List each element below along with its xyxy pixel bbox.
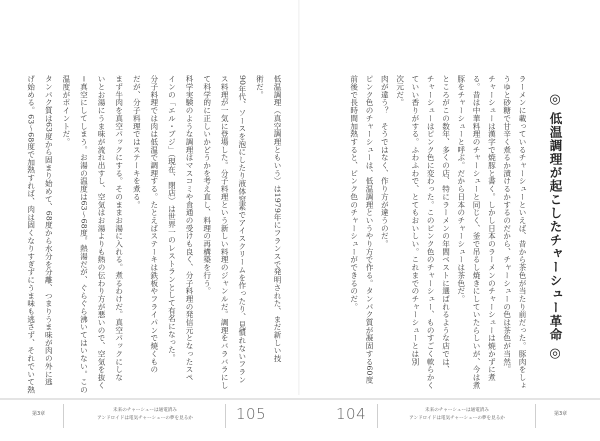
- section-heading: [546, 88, 564, 366]
- page-number: 104: [336, 405, 367, 423]
- heading-text: 低温調理が起こしたチャーシュー革命: [548, 112, 563, 342]
- divider: [225, 404, 226, 428]
- running-title-line1: 未来のチャーシューは通電済み: [425, 408, 489, 413]
- text-line: だが、分子料理ではステーキを煮る。: [132, 75, 142, 209]
- body-text: [22, 75, 286, 394]
- running-title-line1: 未来のチャーシューは通電済み: [113, 408, 177, 413]
- divider: [377, 404, 378, 428]
- spiral-icon: ◎: [547, 92, 563, 108]
- text-line: ＝真空にしてしまう。お湯の温度は63〜68度。熱湯だが、ぐらぐら沸いてはいない。この: [79, 75, 89, 394]
- text-line: 科学実験のような調理はマスコミや食通の受けも良く、分子料理の発信元となったスペ: [185, 75, 195, 382]
- running-title: [70, 407, 220, 423]
- spiral-icon: ◎: [547, 345, 563, 362]
- text-line: 低温調理（真空調理ともいう）は1979年にフランスで発明された、まだ新しい技: [273, 75, 282, 363]
- text-line: ていい香りがする。ふわふわで、とてもおいしい。これまでのチャーシューとは別: [410, 75, 420, 366]
- text-line: チャーシューはピンク色に変わった。このピンク色のチャーシュー、ものすごく軟らかく: [426, 75, 436, 389]
- text-line: て科学的に正しいかどうかを考え直し、料理の再構築を行う。: [202, 75, 212, 295]
- text-line: インの「エル・ブジ」（現在、閉店）は世界一のレストランとして有名になった。: [167, 75, 177, 362]
- text-line: 次元だ。: [395, 75, 405, 107]
- text-line: 肉が違う？ そうではなく、作り方が違うのだ。: [380, 75, 390, 248]
- body-text: [346, 75, 530, 390]
- text-line: いとお湯にうま味が流れ出すし、空気はお湯よりも熱の伝わり方が悪いので、空気を抜く: [97, 75, 107, 389]
- chapter-label: 第3章: [32, 411, 46, 417]
- text-line: ピンク色のチャーシューは、低温調理というやり方で作る。タンパク質が凝固する60度: [365, 75, 375, 384]
- text-line: げ始める。63〜68度で加熱すれば、肉は固くなりすぎずにうま味も逃さず、それでいて熱: [26, 75, 36, 394]
- page-footer: [300, 398, 600, 426]
- text-line: ス料理が一気に登場した。分子料理という新しい料理のジャンルだ。調理をバラバラにし: [220, 75, 230, 389]
- page-number: 105: [236, 405, 267, 423]
- text-line: まず牛肉を真空パックにする。そのままお湯に入れる。煮るわけだ。真空パックにしな: [114, 75, 124, 382]
- text-line: 温度がポイントだ。: [61, 75, 71, 146]
- text-line: 豚をチャーシューと呼ぶ。だから日本のチャーシューは茶色だ。: [456, 75, 466, 303]
- text-line: ところがこの数年、多くの店、特にラーメンの年間ベストに選ばれるような店では、: [441, 75, 451, 374]
- text-line: 術だ。: [255, 75, 265, 99]
- text-line: ラーメンに載っているチャーシューといえば、昔から茶色が当たり前だった。豚肉をしょ: [518, 75, 527, 389]
- divider: [535, 404, 536, 428]
- chapter-label: 第3章: [554, 411, 568, 417]
- running-title-line2: アンドロイドは電気チャーシューの夢を見るか: [97, 416, 193, 421]
- page-footer: [0, 398, 300, 426]
- running-title: [382, 407, 532, 423]
- right-page: [300, 0, 600, 441]
- text-line: うゆと砂糖で甘辛く煮るか漬けるかするのだから、チャーシューの色は茶色が当然。: [502, 75, 512, 374]
- text-line: チャーシューは漢字で焼豚と書く。しかし日本のラーメンのチャーシューは焼かずに煮: [487, 75, 497, 382]
- text-line: る。昔は中華料理のチャーシューと同じく、釜で吊るし焼きにしていたらしいが、今は煮: [472, 75, 482, 389]
- text-line: 前後で長時間加熱すると、ピンク色のチャーシューができるのだ。: [349, 75, 359, 311]
- running-title-line2: アンドロイドは電気チャーシューの夢を見るか: [409, 416, 505, 421]
- text-line: 分子料理では肉は低温で調理する。たとえばステーキは鉄板やフライパンで焼くもの: [149, 75, 159, 374]
- text-line: 90年代、ソースを泡にしたり液体窒素でアイスクリームを作ったり、見慣れないフラン: [237, 75, 247, 384]
- text-line: タンパク質は63度から固まり始めて、68度から水分を分離、つまりうま味が肉の外に逃: [44, 75, 54, 386]
- divider: [63, 404, 64, 428]
